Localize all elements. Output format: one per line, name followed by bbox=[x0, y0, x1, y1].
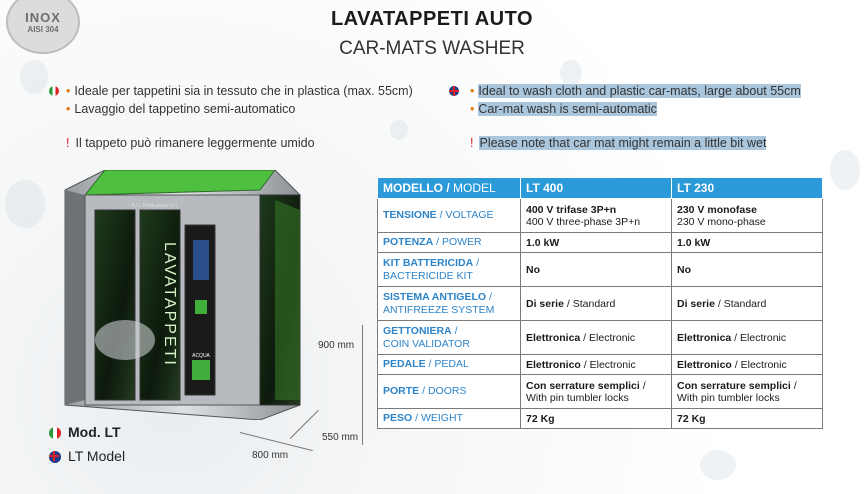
cell-lt230 bbox=[672, 199, 823, 233]
cell-en: With pin tumbler locks bbox=[677, 391, 780, 404]
page-subtitle: CAR-MATS WASHER bbox=[339, 38, 525, 59]
label-en: POWER bbox=[441, 236, 482, 248]
uk-flag-icon bbox=[449, 86, 459, 96]
cell-lt230: Di serie / Standard bbox=[672, 287, 823, 321]
depth-dimension: 550 mm bbox=[322, 432, 359, 443]
row-label: KIT BATTERICIDA / BACTERICIDE KIT bbox=[378, 253, 521, 287]
machine-illustration bbox=[45, 170, 345, 420]
cell-lt400 bbox=[521, 199, 672, 233]
water-drop bbox=[700, 450, 736, 480]
table-row bbox=[378, 199, 823, 233]
cell-en: Standard bbox=[572, 297, 616, 310]
italian-flag-icon bbox=[49, 86, 59, 96]
cell-lt230: Elettronica / Electronic bbox=[672, 321, 823, 355]
cell-lt400: Con serrature semplici / With pin tumbler locks bbox=[521, 375, 672, 409]
cell-en: Electronic bbox=[740, 331, 787, 344]
badge-line2: AISI 304 bbox=[27, 25, 59, 34]
water-drop bbox=[830, 150, 860, 190]
row-label: SISTEMA ANTIGELO / ANTIFREEZE SYSTEM bbox=[378, 287, 521, 321]
it-bullet-2-text: Lavaggio del tappetino semi-automatico bbox=[74, 102, 296, 116]
machine-label: ACQUA bbox=[192, 353, 210, 359]
cell-en: Standard bbox=[723, 297, 767, 310]
en-bullet-1-text: Ideal to wash cloth and plastic car-mats, large about 55cm bbox=[478, 84, 801, 98]
bullet-icon: • bbox=[470, 102, 475, 116]
label-it: PEDALE bbox=[383, 358, 426, 370]
label-en: VOLTAGE bbox=[445, 209, 494, 221]
row-label: PESO / WEIGHT bbox=[378, 409, 521, 429]
row-label: PORTE / DOORS bbox=[378, 375, 521, 409]
label-en: BACTERICIDE KIT bbox=[383, 269, 473, 282]
row-label: GETTONIERA / COIN VALIDATOR bbox=[378, 321, 521, 355]
table-row bbox=[378, 253, 823, 287]
header-model-it: MODELLO bbox=[383, 181, 443, 195]
cell-value: 72 Kg bbox=[526, 412, 555, 425]
en-bullet-2 bbox=[470, 102, 657, 116]
cell-lt400 bbox=[521, 409, 672, 429]
cell-value: 1.0 kW bbox=[677, 236, 711, 249]
water-drop bbox=[560, 60, 582, 86]
cell-lt400 bbox=[521, 253, 672, 287]
height-dimension: 900 mm bbox=[318, 340, 355, 351]
cell-lt400: Di serie / Standard bbox=[521, 287, 672, 321]
label-it: PORTE bbox=[383, 385, 420, 397]
label-it: POTENZA bbox=[383, 236, 434, 248]
cell-lt230: Con serrature semplici / With pin tumbler locks bbox=[672, 375, 823, 409]
width-dimension: 800 mm bbox=[252, 450, 289, 461]
cell-it: Elettronico bbox=[677, 358, 732, 371]
label-it: TENSIONE bbox=[383, 209, 437, 221]
cell-value: No bbox=[677, 263, 691, 276]
header-lt230: LT 230 bbox=[672, 178, 823, 199]
bullet-icon: • bbox=[470, 84, 475, 98]
badge-line1: INOX bbox=[25, 10, 61, 25]
height-dim-line bbox=[362, 325, 363, 445]
header-lt400: LT 400 bbox=[521, 178, 672, 199]
it-bullet-2 bbox=[66, 102, 295, 116]
en-note bbox=[470, 136, 766, 150]
water-drop bbox=[390, 120, 408, 140]
label-en: COIN VALIDATOR bbox=[383, 337, 470, 350]
table-row bbox=[378, 287, 823, 321]
cell-en: 230 V mono-phase bbox=[677, 215, 766, 228]
cell-lt230 bbox=[672, 233, 823, 253]
table-row bbox=[378, 409, 823, 429]
row-label: POTENZA / POWER bbox=[378, 233, 521, 253]
model-en: LT Model bbox=[68, 448, 126, 464]
cell-value: No bbox=[526, 263, 540, 276]
bullet-icon: • bbox=[66, 84, 71, 98]
table-row bbox=[378, 321, 823, 355]
it-bullet-1-text: Ideale per tappetini sia in tessuto che in plastica (max. 55cm) bbox=[74, 84, 413, 98]
cell-en: With pin tumbler locks bbox=[526, 391, 629, 404]
cell-value: 1.0 kW bbox=[526, 236, 560, 249]
row-label: PEDALE / PEDAL bbox=[378, 355, 521, 375]
cell-it: 230 V monofase bbox=[677, 203, 757, 216]
table-row bbox=[378, 355, 823, 375]
cell-it: Elettronica bbox=[677, 331, 732, 344]
cell-it: 400 V trifase 3P+n bbox=[526, 203, 617, 216]
label-it: GETTONIERA bbox=[383, 324, 452, 337]
cell-lt230 bbox=[672, 253, 823, 287]
cell-lt400: Elettronica / Electronic bbox=[521, 321, 672, 355]
warning-icon: ! bbox=[470, 136, 474, 150]
header-model: MODELLO / MODEL bbox=[378, 178, 521, 199]
cell-en: Electronic bbox=[589, 358, 636, 371]
machine-maker: A.D. Produzione s.r.l. bbox=[131, 203, 179, 209]
cell-lt230: Elettronico / Electronic bbox=[672, 355, 823, 375]
cell-lt400 bbox=[521, 233, 672, 253]
cell-en: Electronic bbox=[740, 358, 787, 371]
page-title: LAVATAPPETI AUTO bbox=[330, 8, 534, 30]
cell-value: 72 Kg bbox=[677, 412, 706, 425]
row-label: TENSIONE / VOLTAGE bbox=[378, 199, 521, 233]
it-bullet-1 bbox=[66, 84, 413, 98]
machine-vertical-text: LAVATAPPETI bbox=[161, 242, 178, 367]
it-note bbox=[66, 136, 315, 150]
label-en: WEIGHT bbox=[420, 412, 463, 424]
label-it: SISTEMA ANTIGELO bbox=[383, 290, 487, 303]
it-note-text: Il tappeto può rimanere leggermente umido bbox=[75, 136, 315, 150]
warning-icon: ! bbox=[66, 136, 70, 150]
model-it: Mod. LT bbox=[68, 424, 121, 440]
table-header-row bbox=[378, 178, 823, 199]
italian-flag-icon bbox=[49, 427, 61, 439]
cell-lt400: Elettronico / Electronic bbox=[521, 355, 672, 375]
cell-en: 400 V three-phase 3P+n bbox=[526, 215, 641, 228]
spec-table bbox=[377, 177, 823, 429]
label-en: PEDAL bbox=[434, 358, 469, 370]
uk-flag-icon bbox=[49, 451, 61, 463]
cell-it: Di serie bbox=[677, 297, 715, 310]
label-en: ANTIFREEZE SYSTEM bbox=[383, 303, 495, 316]
cell-it: Elettronico bbox=[526, 358, 581, 371]
cell-it: Con serrature semplici bbox=[677, 379, 791, 392]
cell-it: Di serie bbox=[526, 297, 564, 310]
cell-lt230 bbox=[672, 409, 823, 429]
en-note-text: Please note that car mat might remain a little bit wet bbox=[479, 136, 767, 150]
table-row bbox=[378, 233, 823, 253]
table-row bbox=[378, 375, 823, 409]
header-model-en: MODEL bbox=[453, 181, 496, 195]
cell-it: Con serrature semplici bbox=[526, 379, 640, 392]
en-bullet-1 bbox=[470, 84, 801, 98]
water-drop bbox=[5, 180, 45, 228]
label-it: PESO bbox=[383, 412, 413, 424]
water-drop bbox=[20, 60, 48, 94]
label-en: DOORS bbox=[427, 385, 467, 397]
bullet-icon: • bbox=[66, 102, 71, 116]
cell-en: Electronic bbox=[589, 331, 636, 344]
cell-it: Elettronica bbox=[526, 331, 581, 344]
en-bullet-2-text: Car-mat wash is semi-automatic bbox=[478, 102, 657, 116]
width-dim-line bbox=[240, 432, 313, 451]
label-it: KIT BATTERICIDA bbox=[383, 256, 474, 269]
